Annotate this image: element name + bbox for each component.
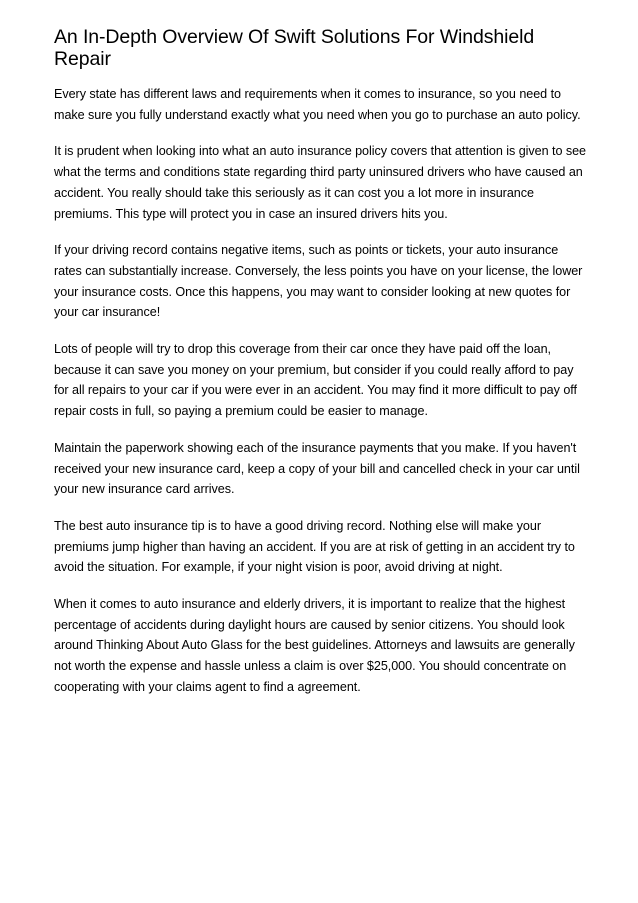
paragraph-1: Every state has different laws and requirements when it comes to insurance, so you need to make sure you fully understand exactly what you need when you go to purchase an auto policy. [54,87,581,122]
paragraph-6: The best auto insurance tip is to have a good driving record. Nothing else will make your premiums jump higher than having an accident. If you are at risk of getting in an accident try to avoid the situation. For example, if your night vision is poor, avoid driving at night. [54,518,575,575]
paragraph-3: If your driving record contains negative items, such as points or tickets, your auto insurance rates can substantially increase. Conversely, the less points you have on your license, the lower your insurance costs. Once this happens, you may want to consider looking at new quotes for your car insurance! [54,243,583,320]
paragraph-4: Lots of people will try to drop this coverage from their car once they have paid off the loan, because it can save you money on your premium, but consider if you could really afford to pay for all repairs to your car if you were ever in an accident. You may find it more difficult to pay off repair costs in full, so paying a premium could be easier to manage. [54,342,577,419]
document-title: An In-Depth Overview Of Swift Solutions For Windshield Repair [54,26,535,70]
paragraph-2: It is prudent when looking into what an auto insurance policy covers that attention is given to see what the terms and conditions state regarding third party uninsured drivers who have caused an accident. You really should take this seriously as it can cost you a lot more in insurance premiums. This type will protect you in case an insured drivers hits you. [54,144,587,221]
document-page [54,26,586,714]
paragraph-7: When it comes to auto insurance and elderly drivers, it is important to realize that the highest percentage of accidents during daylight hours are caused by senior citizens. You should look around Thinking About Auto Glass for the best guidelines. Attorneys and lawsuits are generally not worth the expense and hassle unless a claim is over $25,000. You should concentrate on cooperating with your claims agent to find a agreement. [54,597,575,694]
paragraph-5: Maintain the paperwork showing each of the insurance payments that you make. If you haven't received your new insurance card, keep a copy of your bill and cancelled check in your car until your new insurance card arrives. [54,440,580,497]
